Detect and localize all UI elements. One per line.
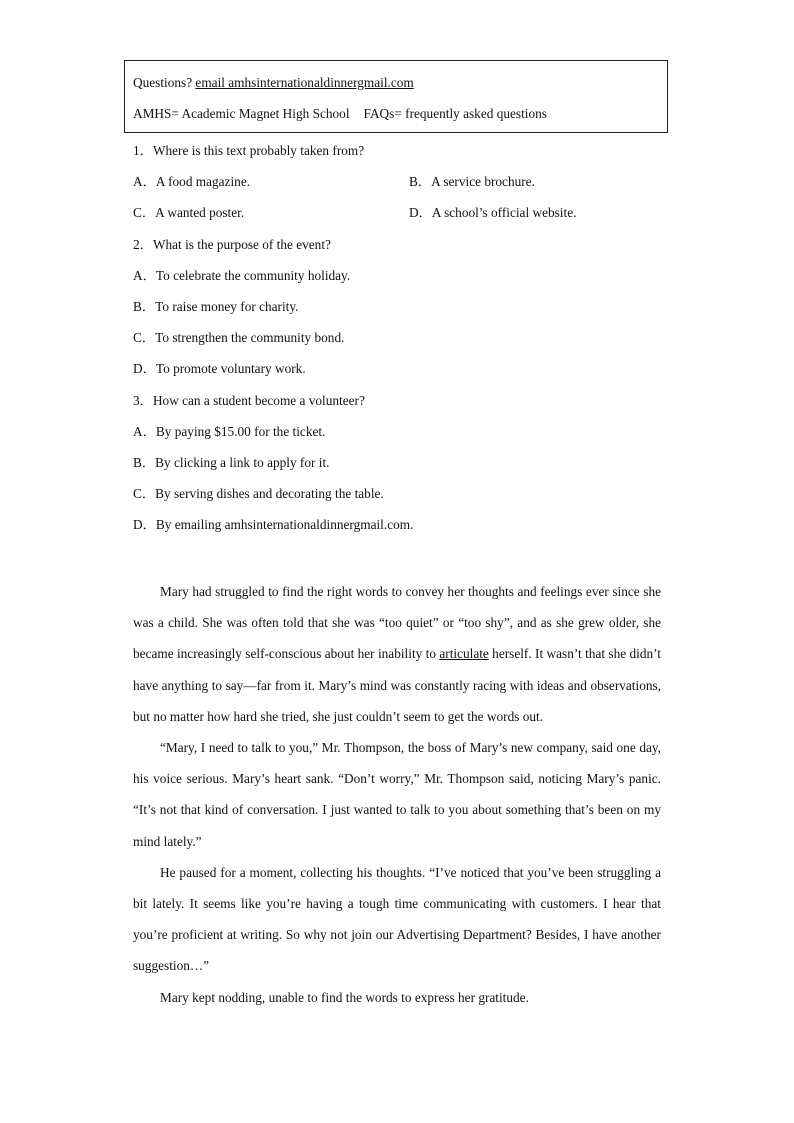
question-1-option-b: B．A service brochure.: [409, 174, 535, 189]
underlined-word: articulate: [439, 646, 489, 662]
question-2-option-d: D．To promote voluntary work.: [133, 361, 306, 376]
faq-definition: FAQs= frequently asked questions: [363, 106, 547, 121]
questions-label: Questions?: [133, 75, 196, 90]
questions-line: [133, 75, 414, 91]
question-3-option-a: A．By paying $15.00 for the ticket.: [133, 424, 326, 439]
question-2-stem: 2．What is the purpose of the event?: [133, 237, 331, 252]
question-1-option-a: A．A food magazine.: [133, 174, 251, 189]
contact-info-box: [124, 60, 668, 133]
email-link[interactable]: email amhsinternationaldinnergmail.com: [195, 75, 414, 90]
question-2-option-b: B．To raise money for charity.: [133, 299, 299, 314]
passage-paragraph-1: Mary had struggled to find the right words to convey her thoughts and feelings ever since she was a child. She was often told that she was “too quiet” or “too shy”, and as she grew older, she became increasingly self-conscious about her inability to articulate herself. It wasn’t that she didn’t have anything to say—far from it. Mary’s mind was constantly racing with ideas and observations, but no matter how hard she tried, she just couldn’t seem to get the words out.: [133, 584, 662, 724]
question-3-option-b: B．By clicking a link to apply for it.: [133, 455, 330, 470]
question-1-option-c: C．A wanted poster.: [133, 205, 245, 220]
question-2-option-c: C．To strengthen the community bond.: [133, 330, 345, 345]
amhs-definition: AMHS= Academic Magnet High School: [133, 106, 350, 121]
question-3-option-d: D．By emailing amhsinternationaldinnergmail.com.: [133, 517, 414, 532]
question-1-stem: 1．Where is this text probably taken from?: [133, 143, 365, 158]
question-3-stem: 3．How can a student become a volunteer?: [133, 393, 365, 408]
reading-passage: [133, 576, 661, 1013]
passage-paragraph-2: “Mary, I need to talk to you,” Mr. Thompson, the boss of Mary’s new company, said one day, his voice serious. Mary’s heart sank. “Don’t worry,” Mr. Thompson said, noticing Mary’s panic. “It’s not that kind of conversation. I just wanted to talk to you about something that’s been on my mind lately.”: [133, 740, 661, 849]
abbreviations-line: [133, 106, 547, 122]
question-3-option-c: C．By serving dishes and decorating the table.: [133, 486, 384, 501]
question-2-option-a: A．To celebrate the community holiday.: [133, 268, 351, 283]
passage-paragraph-3: He paused for a moment, collecting his thoughts. “I’ve noticed that you’ve been struggling a bit lately. It seems like you’re having a tough time communicating with customers. I hear that you’re proficient at writing. So why not join our Advertising Department? Besides, I have another suggestion…”: [133, 864, 661, 974]
question-1-option-d: D．A school’s official website.: [409, 205, 577, 220]
passage-paragraph-4: Mary kept nodding, unable to find the words to express her gratitude.: [160, 989, 529, 1005]
